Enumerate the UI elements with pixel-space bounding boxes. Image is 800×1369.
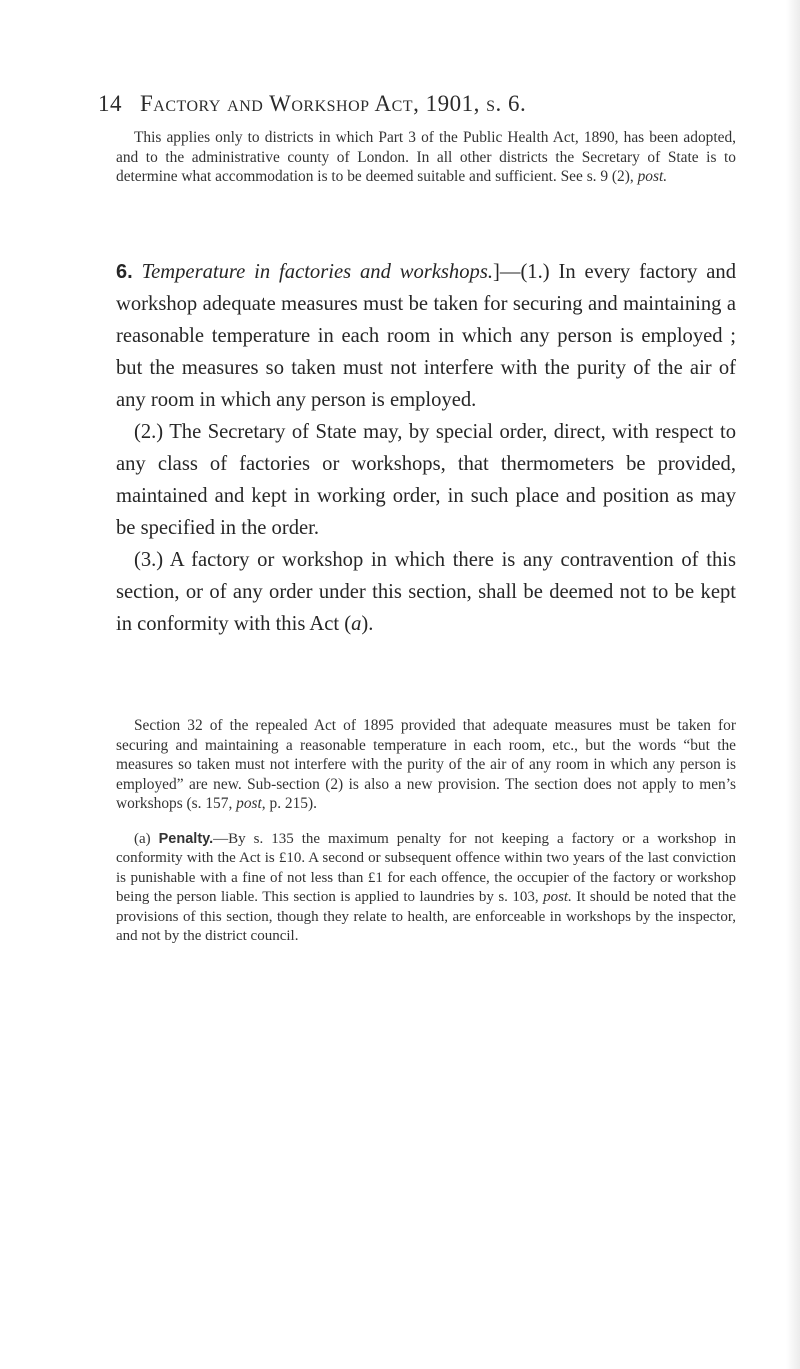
intro-note-post: post. <box>637 168 668 186</box>
penalty-note <box>116 830 736 946</box>
penalty-text: —By s. 135 the maximum penalty for not keeping a factory or a workshop in conformity with the Act is £10. A second or subsequent offence within two years of the last conviction is punishable with a fine of not less than £1 for each offence, the occupier of the factory or workshop being the person liable. This section is applied to laundries by s. 103, <box>116 831 737 906</box>
page-edge-shadow <box>786 0 800 1369</box>
section-note-text: Section 32 of the repealed Act of 1895 provided that adequate measures must be taken for securing and maintaining a reasonable temperature in each room, etc., but the words “but the measures so taken must not interfere with the purity of the air of any room in which any person is employed” are new. Sub-section (2) is also a new provision. The section does not apply to men’s workshops (s. 157, <box>116 717 736 813</box>
running-title: Factory and Workshop Act, 1901, s. 6. <box>140 91 527 116</box>
section-shoulder-note: Temperature in factories and workshops. <box>141 261 493 283</box>
penalty-ref: (a) <box>134 831 151 847</box>
page-number: 14 <box>98 91 122 116</box>
running-head <box>98 91 738 117</box>
intro-note-paragraph <box>116 128 736 187</box>
section-6-subsection-2: (2.) The Secretary of State may, by special order, direct, with respect to any class of factories or workshops, that thermometers be provided, maintained and kept in working order, in such place and position as may be specified in the order. <box>116 421 736 539</box>
footnote-ref-a: a <box>351 613 362 635</box>
subsection-1-text: ]—(1.) In every factory and workshop adequate measures must be taken for securing and maintaining a reasonable temperature in each room in which any person is employed ; but the measures so taken must not interfere with the purity of the air of any room in which any person is employed. <box>116 261 737 411</box>
section-number: 6. <box>116 261 133 283</box>
penalty-label: Penalty. <box>158 831 214 847</box>
section-note-post: post <box>236 795 262 813</box>
penalty-text-end: It should be noted that the provisions of this section, though they relate to health, are enforceable in workshops by the inspector, and not by the district council. <box>116 889 736 945</box>
section-6-subsection-1 <box>116 256 736 416</box>
section-6 <box>116 256 736 640</box>
section-note <box>116 716 736 814</box>
section-note-paragraph <box>116 716 736 814</box>
penalty-note-paragraph <box>116 830 736 946</box>
intro-note-text: This applies only to districts in which Part 3 of the Public Health Act, 1890, has been adopted, and to the administrative county of London. In all other districts the Secretary of State is to determine what accommodation is to be deemed suitable and sufficient. See s. 9 (2), <box>116 129 736 186</box>
subsection-3-end: ). <box>361 613 374 635</box>
subsection-3-text: (3.) A factory or workshop in which there is any contravention of this section, or of any order under this section, shall be deemed not to be kept in conformity with this Act ( <box>116 549 736 635</box>
penalty-post: post. <box>543 889 572 906</box>
intro-note <box>116 128 736 187</box>
section-6-subsection-3 <box>116 544 736 640</box>
section-note-end: , p. 215). <box>261 795 317 813</box>
